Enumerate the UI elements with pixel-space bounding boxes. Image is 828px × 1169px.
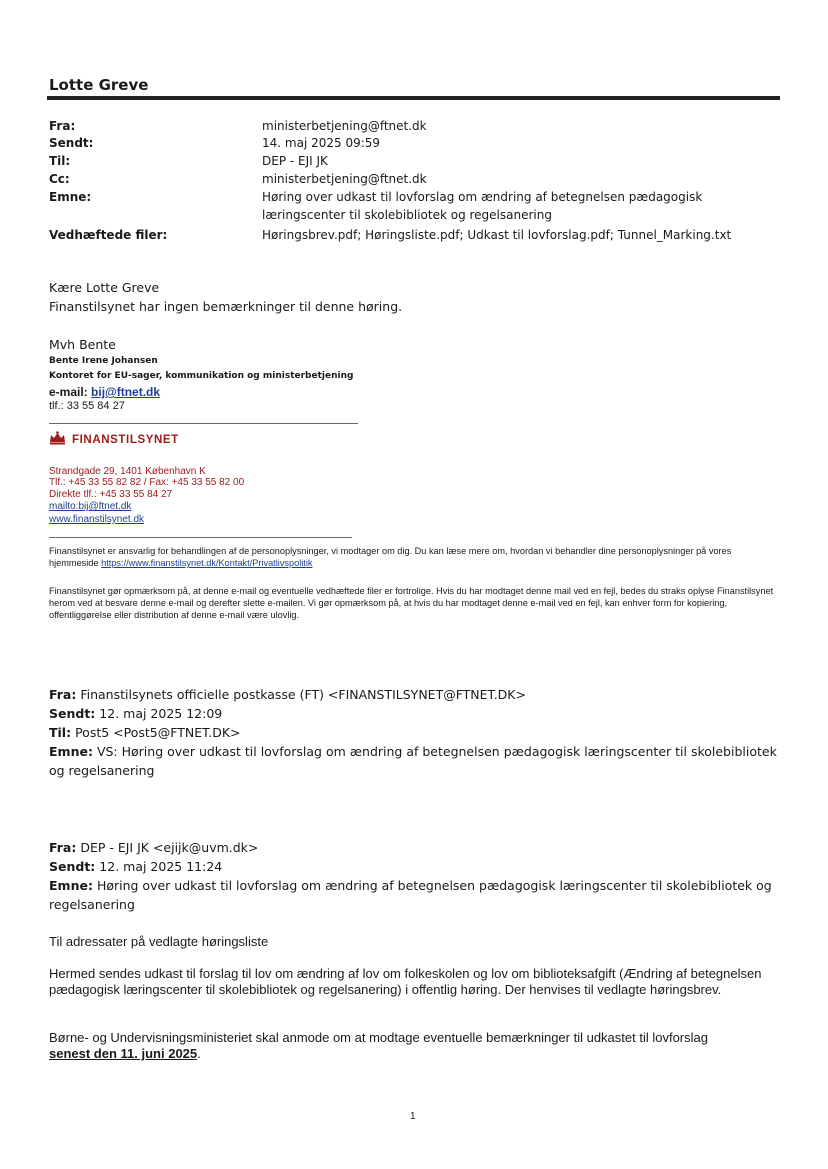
to-label: Til: (49, 154, 71, 168)
privacy-link[interactable]: https://www.finanstilsynet.dk/Kontakt/Privatlivspolitik (101, 558, 313, 568)
sent-label: Sendt: (49, 136, 94, 150)
deadline-end: . (197, 1046, 201, 1061)
fwd1-subject-label: Emne: (49, 744, 93, 759)
fwd1-from-value[interactable]: Finanstilsynets officielle postkasse (FT) <FINANSTILSYNET@FTNET.DK> (80, 687, 526, 702)
subject-value-line1: Høring over udkast til lovforslag om ændring af betegnelsen pædagogisk (262, 190, 703, 204)
signature-department: Kontoret for EU-sager, kommunikation og ministerbetjening (49, 371, 354, 381)
signature-divider (49, 423, 358, 424)
to-value[interactable]: DEP - EJI JK (262, 154, 328, 168)
fwd1-subject-value: VS: Høring over udkast til lovforslag om ændring af betegnelsen pædagogisk læringscenter til skolebibliotek og regelsanering (49, 744, 777, 778)
fwd1-to-label: Til: (49, 725, 72, 740)
message: Finanstilsynet har ingen bemærkninger til denne høring. (49, 299, 403, 314)
fwd1-sent-label: Sendt: (49, 706, 96, 721)
fwd1-from-label: Fra: (49, 687, 77, 702)
address-divider (49, 537, 352, 538)
deadline: senest den 11. juni 2025 (49, 1046, 198, 1061)
fwd2-from-value[interactable]: DEP - EJI JK <ejijk@uvm.dk> (80, 840, 259, 855)
phone-fax: Tlf.: +45 33 55 82 82 / Fax: +45 33 55 82 00 (49, 477, 245, 488)
attachments-value[interactable]: Høringsbrev.pdf; Høringsliste.pdf; Udkast til lovforslag.pdf; Tunnel_Marking.txt (262, 228, 732, 242)
website-link[interactable]: www.finanstilsynet.dk (49, 514, 145, 525)
direct-phone: Direkte tlf.: +45 33 55 84 27 (49, 489, 173, 500)
privacy-notice (49, 545, 779, 569)
forward1-header (49, 685, 779, 780)
confidentiality-notice: Finanstilsynet gør opmærksom på, at denne e-mail og eventuelle vedhæftede filer er fortrolige. Hvis du har modtaget denne mail ved en fejl, bedes du straks oplyse Finanstilsynet herom ved at besvare denne e-mail og derefter slette e-mailen. Vi gør opmærksom på, at hvis du har modtaget denne e-mail ved en fejl, kan enhver form for kopiering, offentliggørelse eller distribution af denne e-mail være ulovlig. (49, 586, 774, 620)
signature-phone: tlf.: 33 55 84 27 (49, 400, 125, 412)
address: Strandgade 29, 1401 København K (49, 466, 206, 477)
crown-icon (49, 431, 66, 448)
subject-value-line2: læringscenter til skolebibliotek og regelsanering (262, 208, 552, 222)
signature-regards: Mvh Bente (49, 337, 116, 352)
from-label: Fra: (49, 119, 76, 133)
letter-paragraph1: Hermed sendes udkast til forslag til lov om ændring af lov om folkeskolen og lov om biblioteksafgift (Ændring af betegnelsen pædagogisk læringscenter til skolebibliotek og regelsanering) i offentlig høring. Der henvises til vedlagte høringsbrev. (49, 966, 762, 997)
fwd2-sent-value: 12. maj 2025 11:24 (99, 859, 223, 874)
privacy-text: Finanstilsynet er ansvarlig for behandlingen af de personoplysninger, vi modtager om dig. Du kan læse mere om, hvordan vi behandler dine personoplysninger på vores hjemmeside (49, 546, 732, 568)
paragraph2-text: Børne- og Undervisningsministeriet skal anmode om at modtage eventuelle bemærkninger til udkastet til lovforslag (49, 1030, 708, 1045)
sent-value: 14. maj 2025 09:59 (262, 136, 381, 150)
sender-name: Lotte Greve (49, 76, 149, 94)
letter-paragraph2 (49, 1030, 779, 1062)
fwd2-from-label: Fra: (49, 840, 77, 855)
from-value[interactable]: ministerbetjening@ftnet.dk (262, 119, 427, 133)
email-label: e-mail: (49, 385, 88, 399)
fwd2-sent-label: Sendt: (49, 859, 96, 874)
brand-name: FINANSTILSYNET (72, 433, 179, 446)
greeting: Kære Lotte Greve (49, 280, 160, 295)
cc-value[interactable]: ministerbetjening@ftnet.dk (262, 172, 427, 186)
brand-row (49, 431, 179, 448)
header-divider (47, 96, 780, 100)
email-link[interactable]: bij@ftnet.dk (91, 385, 161, 399)
subject-label: Emne: (49, 190, 92, 204)
fwd1-sent-value: 12. maj 2025 12:09 (99, 706, 223, 721)
page-number: 1 (410, 1111, 416, 1122)
attachments-label: Vedhæftede filer: (49, 228, 168, 242)
fwd1-to-value[interactable]: Post5 <Post5@FTNET.DK> (75, 725, 241, 740)
signature-name: Bente Irene Johansen (49, 356, 158, 366)
fwd2-subject-label: Emne: (49, 878, 93, 893)
forward2-header (49, 838, 779, 914)
letter-salutation: Til adressater på vedlagte høringsliste (49, 934, 269, 949)
mailto-link[interactable]: mailto:bij@ftnet.dk (49, 501, 132, 512)
fwd2-subject-value: Høring over udkast til lovforslag om ændring af betegnelsen pædagogisk læringscenter til skolebibliotek og regelsanering (49, 878, 772, 912)
signature-email-row (49, 385, 160, 399)
cc-label: Cc: (49, 172, 70, 186)
